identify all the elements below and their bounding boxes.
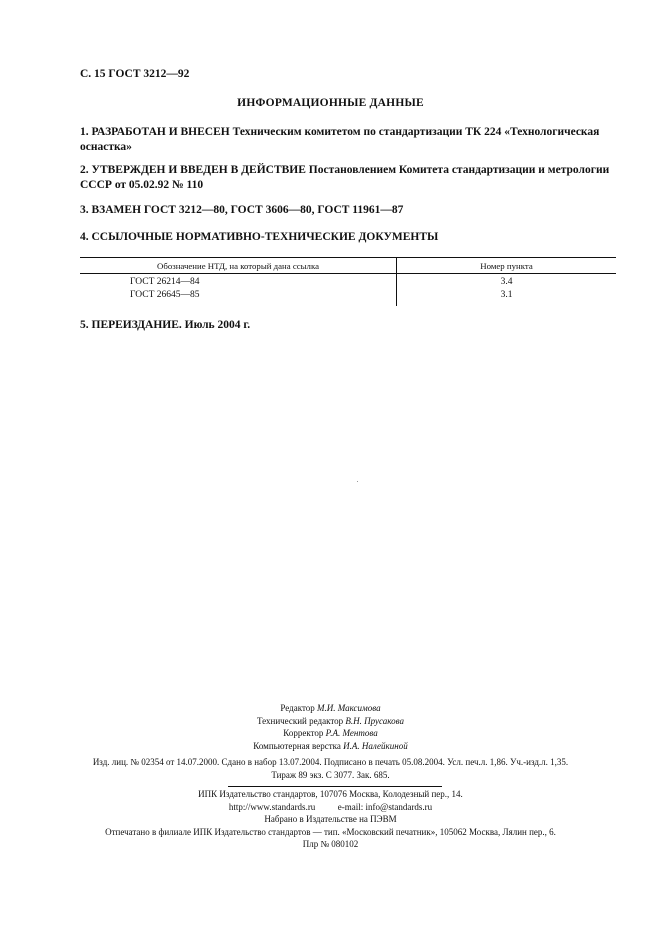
item-number: 3. [80,204,92,216]
ref-document: ГОСТ 26645—85 [80,289,397,306]
publisher-block [0,788,661,851]
table-header-row [80,258,616,274]
item-text: Постановлением Комитета стандартизации и метрологии СССР от 05.02.92 № 110 [80,164,610,191]
divider [228,786,442,787]
item-lead: ПЕРЕИЗДАНИЕ. [91,319,182,331]
item-lead: РАЗРАБОТАН И ВНЕСЕН [91,126,230,138]
credit-role: Корректор [283,728,326,738]
item-lead: УТВЕРЖДЕН И ВВЕДЕН В ДЕЙСТВИЕ [91,164,306,176]
item-lead: ВЗАМЕН ГОСТ 3212—80, ГОСТ 3606—80, ГОСТ 11961—87 [91,204,404,216]
item-number: 4. [80,231,92,243]
credit-name: Р.А. Ментова [325,728,378,738]
print-info-line: Изд. лиц. № 02354 от 14.07.2000. Сдано в набор 13.07.2004. Подписано в печать 05.08.2004. Усл. печ.л. 1,86. Уч.-изд.л. 1,35. [92,757,569,767]
column-header-document: Обозначение НТД, на который дана ссылка [80,258,397,274]
info-item-4 [80,230,620,245]
credit-name: М.И. Максимова [317,703,381,713]
publisher-contacts: http://www.standards.ru e-mail: info@standards.ru [228,801,433,812]
column-header-point: Номер пункта [397,258,617,274]
credit-role: Редактор [280,703,318,713]
info-item-5 [80,318,620,333]
print-info-line: Тираж 89 экз. С 3077. Зак. 685. [271,769,390,780]
item-lead: ССЫЛОЧНЫЕ НОРМАТИВНО-ТЕХНИЧЕСКИЕ ДОКУМЕНТЫ [91,231,439,243]
page-header: С. 15 ГОСТ 3212—92 [80,68,190,80]
credit-tech-editor [0,715,661,728]
credit-editor [0,702,661,715]
credit-proofreader [0,727,661,740]
ref-document: ГОСТ 26214—84 [80,274,397,290]
item-number: 2. [80,164,92,176]
publisher-line: ИПК Издательство стандартов, 107076 Москва, Колодезный пер., 14. [198,789,463,799]
publisher-line: Отпечатано в филиале ИПК Издательство стандартов — тип. «Московский печатник», 105062 Москва, Лялин пер., 6. [105,826,556,837]
section-title: ИНФОРМАЦИОННЫЕ ДАННЫЕ [237,97,424,109]
table-row [80,289,616,306]
references-table [80,257,616,306]
ref-point: 3.1 [500,290,513,300]
table-row [80,274,616,290]
item-number: 1. [80,126,92,138]
info-item-3 [80,203,620,218]
credit-role: Технический редактор [256,715,346,726]
info-item-1 [80,125,620,155]
print-info [0,756,661,781]
credit-layout [0,740,661,753]
item-number: 5. [80,319,92,331]
publisher-line: Плр № 080102 [302,839,359,849]
item-text: Техническим комитетом по стандартизации ТК 224 «Технологическая оснастка» [80,126,600,153]
item-text: Июль 2004 г. [181,319,251,331]
ref-point: 3.4 [500,277,513,287]
credit-name: И.А. Налейкиной [343,740,408,751]
publisher-line: Набрано в Издательстве на ПЭВМ [264,814,397,824]
credit-role: Компьютерная верстка [253,740,344,751]
credit-name: В.Н. Прусакова [345,715,405,726]
credits-block [0,702,661,752]
info-item-2 [80,163,620,193]
scan-speck [357,481,358,482]
